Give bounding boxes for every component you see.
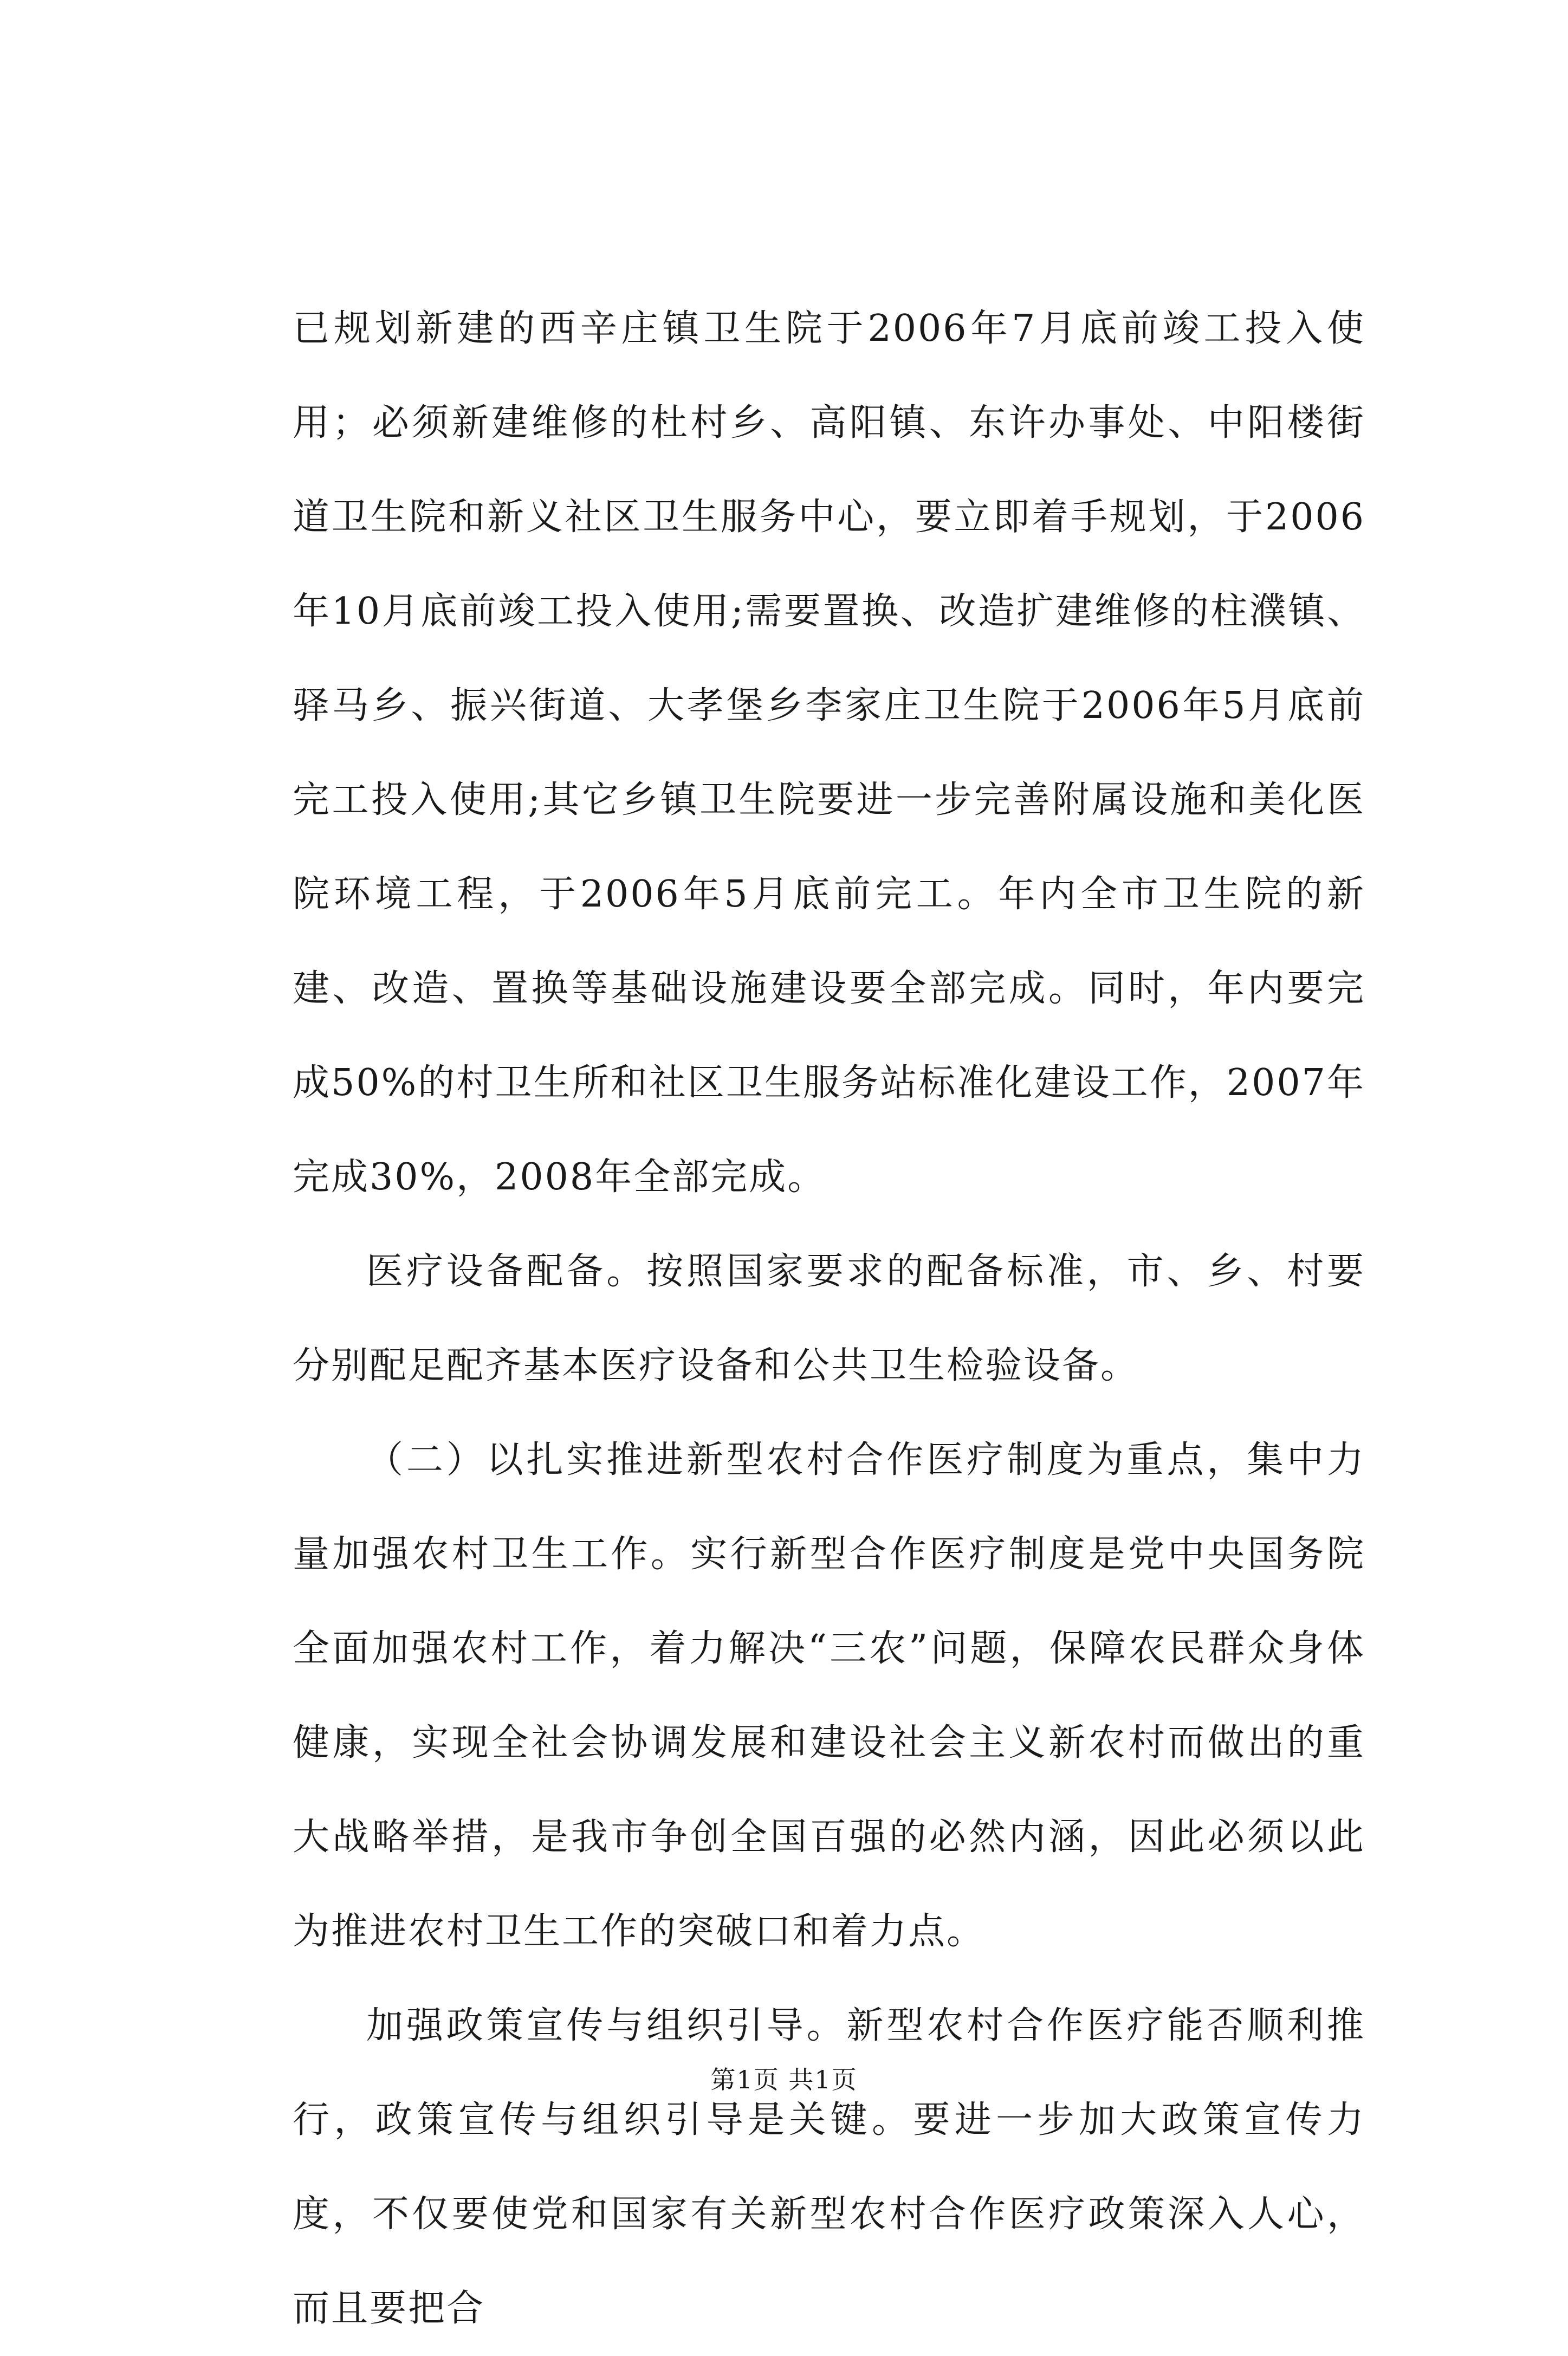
- paragraph-continuation: 已规划新建的西辛庄镇卫生院于2006年7月底前竣工投入使用；必须新建维修的杜村乡、高阳镇、东许办事处、中阳楼街道卫生院和新义社区卫生服务中心，要立即着手规划，于2006年10月底前竣工投入使用;需要置换、改造扩建维修的柱濮镇、驿马乡、振兴街道、大孝堡乡李家庄卫生院于2006年5月底前完工投入使用;其它乡镇卫生院要进一步完善附属设施和美化医院环境工程，于2006年5月底前完工。年内全市卫生院的新建、改造、置换等基础设施建设要全部完成。同时，年内要完成50%的村卫生所和社区卫生服务站标准化建设工作，2007年完成30%，2008年全部完成。: [293, 307, 1365, 1199]
- paragraph-policy-publicity: 加强政策宣传与组织引导。新型农村合作医疗能否顺利推行，政策宣传与组织引导是关键。要进一步加大政策宣传力度，不仅要使党和国家有关新型农村合作医疗政策深入人心，而且要把合: [293, 2004, 1365, 2330]
- paragraph-equipment: 医疗设备配备。按照国家要求的配备标准，市、乡、村要分别配足配齐基本医疗设备和公共卫生检验设备。: [293, 1250, 1365, 1387]
- paragraph-section-two: （二）以扎实推进新型农村合作医疗制度为重点，集中力量加强农村卫生工作。实行新型合作医疗制度是党中央国务院全面加强农村工作，着力解决“三农”问题，保障农民群众身体健康，实现全社会协调发展和建设社会主义新农村而做出的重大战略举措，是我市争创全国百强的必然内涵，因此必须以此为推进农村卫生工作的突破口和着力点。: [293, 1439, 1365, 1953]
- document-body: [293, 282, 1365, 2356]
- page-footer: 第1页 共1页: [710, 2065, 858, 2094]
